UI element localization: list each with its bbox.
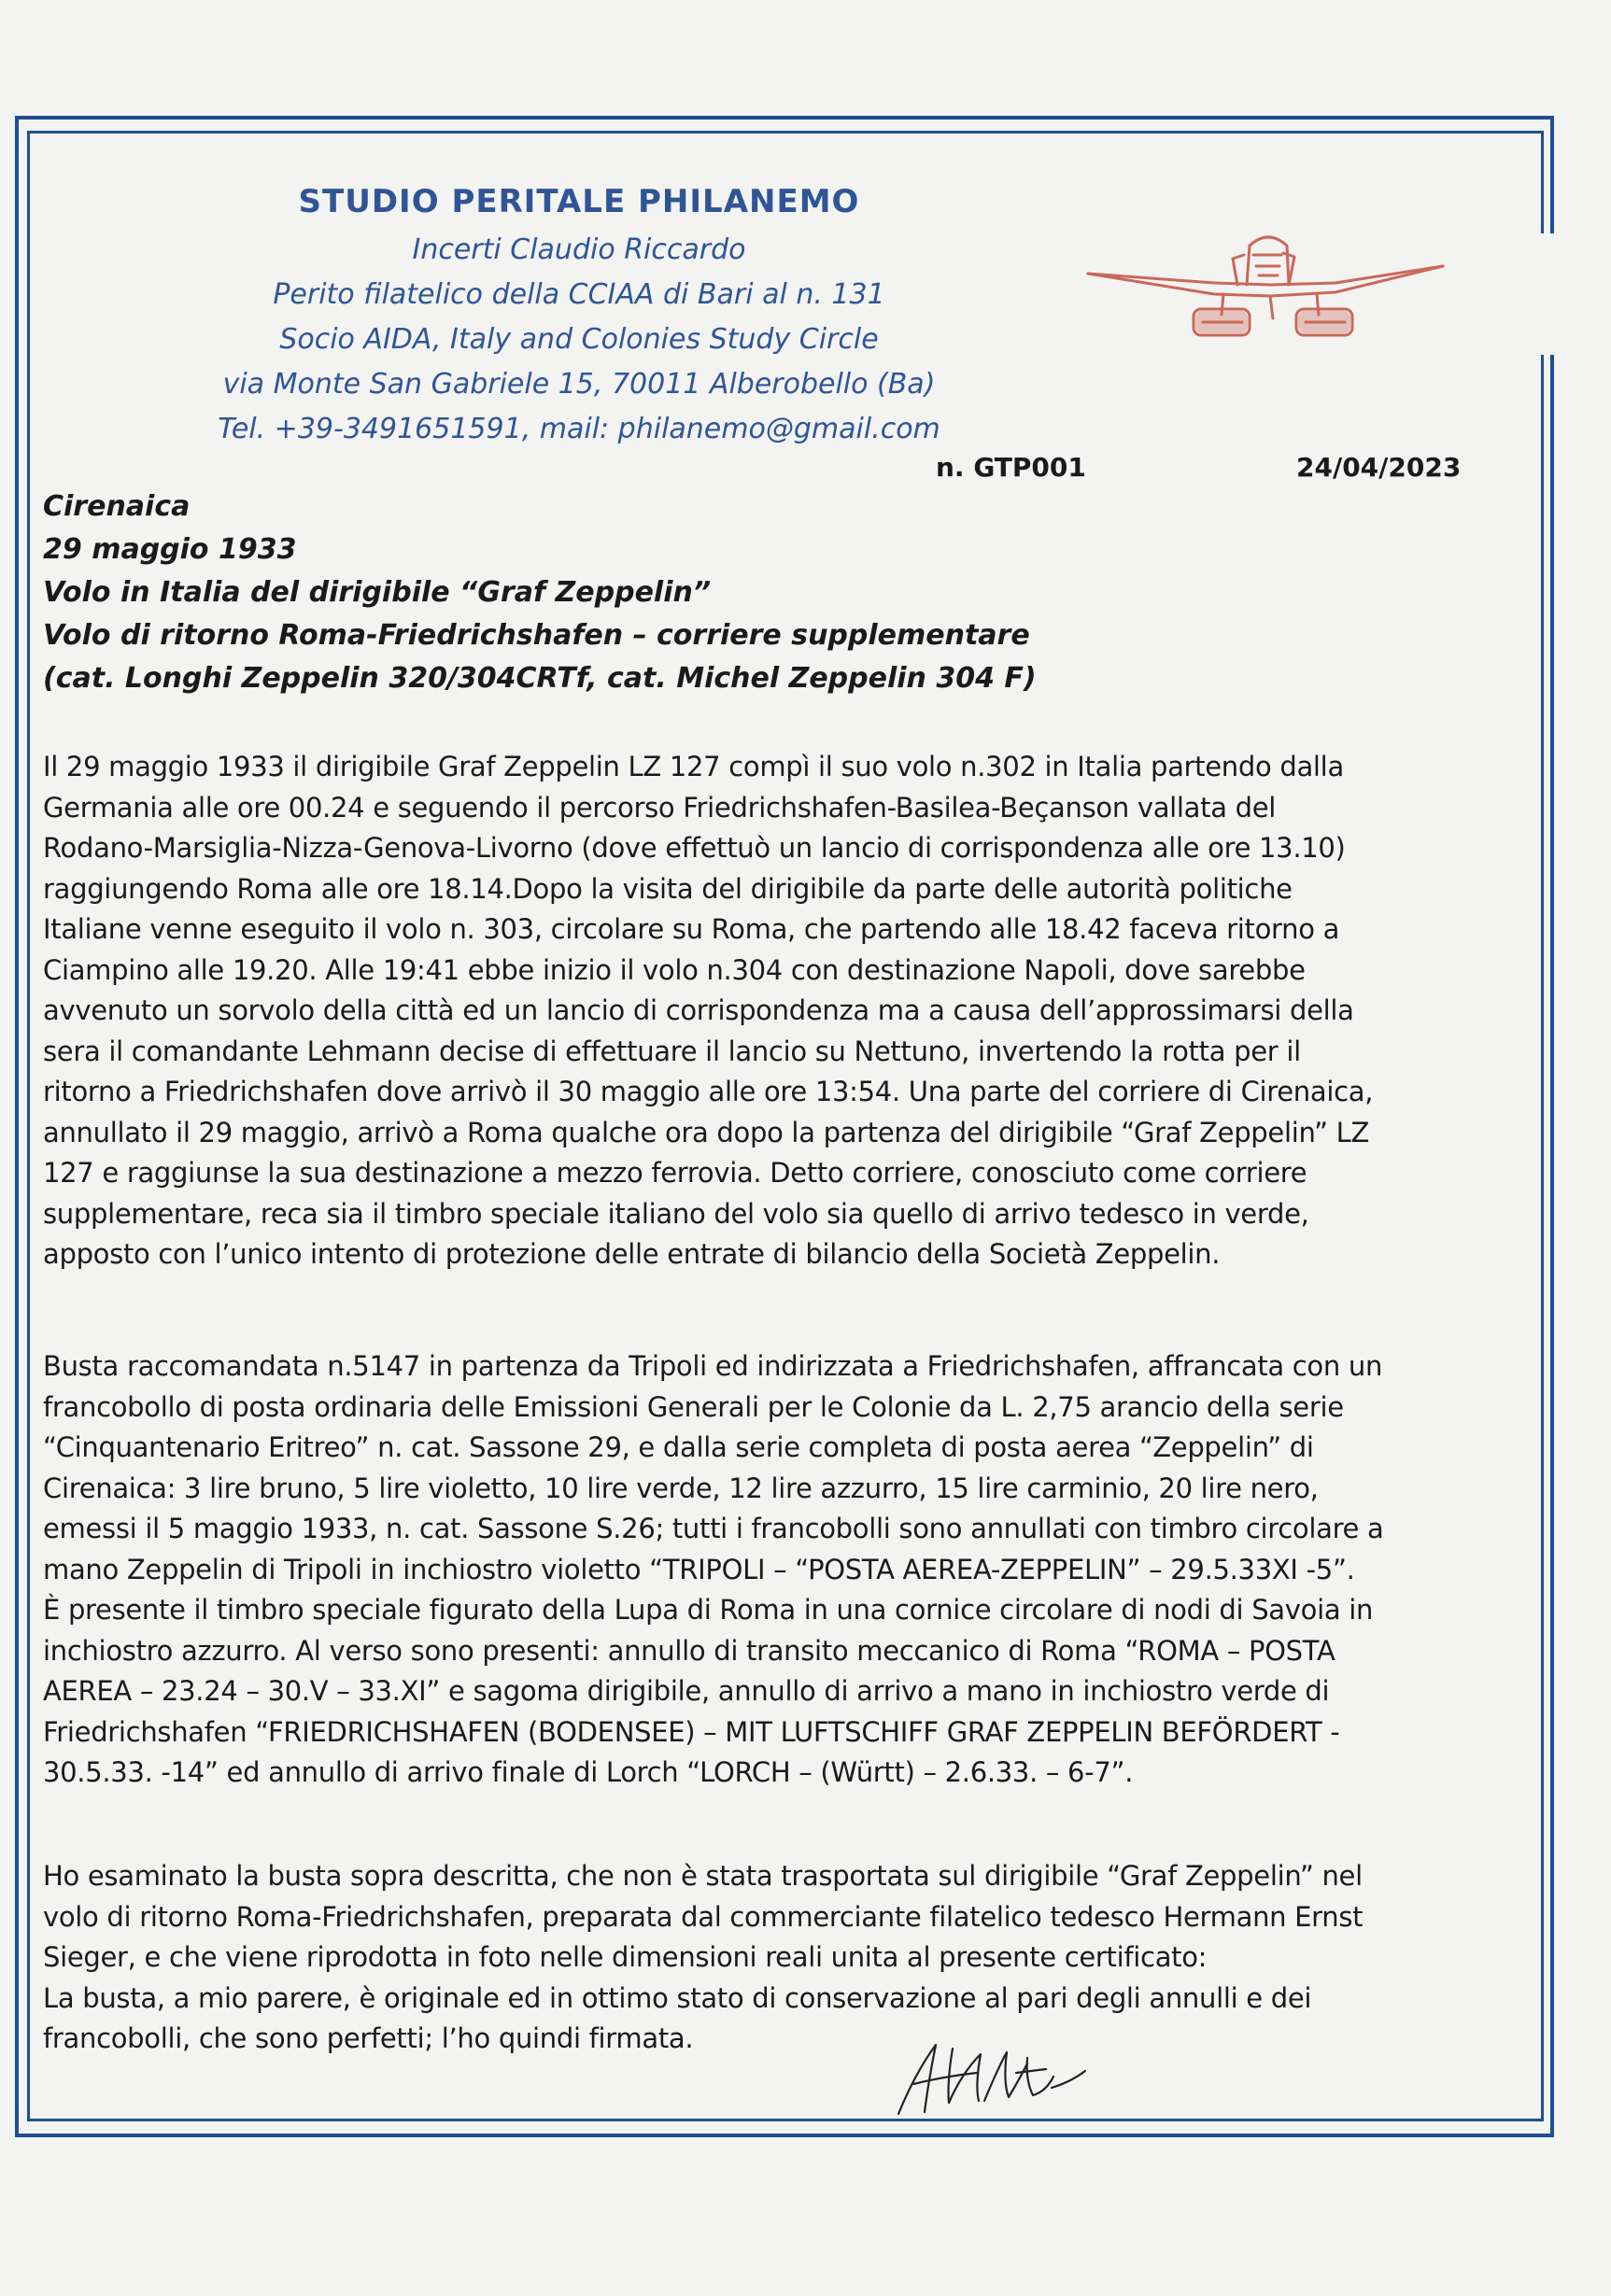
expert-address: via Monte San Gabriele 15, 70011 Alberobello (Ba) <box>222 368 936 401</box>
subject-territory: Cirenaica <box>43 490 191 523</box>
paragraph-description <box>43 1346 1481 1794</box>
text-line: ritorno a Friedrichshafen dove arrivò il 30 maggio alle ore 13:54. Una parte del corriere di Cirenaica, <box>43 1076 1374 1107</box>
subject-route: Volo di ritorno Roma-Friedrichshafen – corriere supplementare <box>43 619 1030 652</box>
subject-flight: Volo in Italia del dirigibile “Graf Zeppelin” <box>43 576 712 609</box>
text-line: inchiostro azzurro. Al verso sono presenti: annullo di transito meccanico di Roma “ROMA – POSTA <box>43 1634 1335 1667</box>
text-line: Rodano-Marsiglia-Nizza-Genova-Livorno (dove effettuò un lancio di corrispondenza alle ore 13.10) <box>43 832 1346 864</box>
text-line: francobollo di posta ordinaria delle Emissioni Generali per le Colonie da L. 2,75 arancio della serie <box>43 1390 1344 1423</box>
text-line: annullato il 29 maggio, arrivò a Roma qualche ora dopo la partenza del dirigibile “Graf Zeppelin” LZ <box>43 1116 1370 1148</box>
text-line: 30.5.33. -14” ed annullo di arrivo finale di Lorch “LORCH – (Württ) – 2.6.33. – 6-7”. <box>43 1756 1134 1788</box>
subject-date: 29 maggio 1933 <box>43 533 297 566</box>
text-line: raggiungendo Roma alle ore 18.14.Dopo la visita del dirigibile da parte delle autorità politiche <box>43 872 1293 905</box>
certificate-date: 24/04/2023 <box>1296 452 1462 483</box>
text-line: Ciampino alle 19.20. Alle 19:41 ebbe inizio il volo n.304 con destinazione Napoli, dove sarebbe <box>43 953 1306 986</box>
text-line: AEREA – 23.24 – 30.V – 33.XI” e sagoma dirigibile, annullo di arrivo a mano in inchiostro verde di <box>43 1675 1330 1707</box>
text-line: Sieger, e che viene riprodotta in foto nelle dimensioni reali unita al presente certificato: <box>43 1941 1208 1973</box>
expert-contacts: Tel. +39-3491651591, mail: philanemo@gmail.com <box>218 413 940 445</box>
text-line: sera il comandante Lehmann decise di effettuare il lancio su Nettuno, invertendo la rotta per il <box>43 1035 1301 1067</box>
text-line: Ho esaminato la busta sopra descritta, che non è stata trasportata sul dirigibile “Graf Zeppelin” nel <box>43 1860 1363 1892</box>
paragraph-opinion <box>43 1856 1481 2060</box>
text-line: La busta, a mio parere, è originale ed in ottimo stato di conservazione al pari degli annulli e dei <box>43 1981 1312 2014</box>
text-line: Il 29 maggio 1933 il dirigibile Graf Zeppelin LZ 127 compì il suo volo n.302 in Italia partendo dalla <box>43 751 1344 782</box>
expert-memberships: Socio AIDA, Italy and Colonies Study Circle <box>279 323 879 356</box>
expert-name: Incerti Claudio Riccardo <box>412 233 746 266</box>
seaplane-logo-icon <box>1083 229 1448 350</box>
text-line: Busta raccomandata n.5147 in partenza da Tripoli ed indirizzata a Friedrichshafen, affrancata con un <box>43 1350 1383 1382</box>
text-line: mano Zeppelin di Tripoli in inchiostro violetto “TRIPOLI – “POSTA AEREA-ZEPPELIN” – 29.5.33XI -5”. <box>43 1553 1355 1585</box>
letterhead <box>168 183 990 452</box>
text-line: emessi il 5 maggio 1933, n. cat. Sassone S.26; tutti i francobolli sono annullati con timbro circolare a <box>43 1513 1384 1544</box>
text-line: Germania alle ore 00.24 e seguendo il percorso Friedrichshafen-Basilea-Beçanson vallata del <box>43 791 1277 824</box>
text-line: supplementare, reca sia il timbro speciale italiano del volo sia quello di arrivo tedesco in verde, <box>43 1197 1309 1230</box>
text-line: Friedrichshafen “FRIEDRICHSHAFEN (BODENSEE) – MIT LUFTSCHIFF GRAF ZEPPELIN BEFÖRDERT - <box>43 1715 1340 1748</box>
text-line: volo di ritorno Roma-Friedrichshafen, preparata dal commerciante filatelico tedesco Hermann Ernst <box>43 1900 1364 1933</box>
studio-name: STUDIO PERITALE PHILANEMO <box>298 183 860 220</box>
text-line: “Cinquantenario Eritreo” n. cat. Sassone 29, e dalla serie completa di posta aerea “Zeppelin” di <box>43 1431 1314 1463</box>
paragraph-history <box>43 747 1481 1275</box>
text-line: Italiane venne eseguito il volo n. 303, circolare su Roma, che partendo alle 18.42 faceva ritorno a <box>43 913 1340 945</box>
handwritten-signature <box>887 2035 1093 2120</box>
subject-catalog: (cat. Longhi Zeppelin 320/304CRTf, cat. Michel Zeppelin 304 F) <box>43 662 1037 695</box>
text-line: apposto con l’unico intento di protezione delle entrate di bilancio della Società Zeppelin. <box>43 1238 1221 1270</box>
certificate-number: n. GTP001 <box>936 452 1086 483</box>
border-gap <box>1541 233 1569 355</box>
text-line: 127 e raggiunse la sua destinazione a mezzo ferrovia. Detto corriere, conosciuto come corriere <box>43 1157 1307 1189</box>
expert-qualification: Perito filatelico della CCIAA di Bari al n. 131 <box>273 278 885 311</box>
text-line: avvenuto un sorvolo della città ed un lancio di corrispondenza ma a causa dell’approssimarsi della <box>43 994 1354 1026</box>
text-line: Cirenaica: 3 lire bruno, 5 lire violetto, 10 lire verde, 12 lire azzurro, 15 lire carminio, 20 lire nero, <box>43 1472 1319 1504</box>
subject-block <box>43 486 1037 700</box>
text-line: francobolli, che sono perfetti; l’ho quindi firmata. <box>43 2022 694 2054</box>
text-line: È presente il timbro speciale figurato della Lupa di Roma in una cornice circolare di nodi di Savoia in <box>43 1594 1374 1626</box>
